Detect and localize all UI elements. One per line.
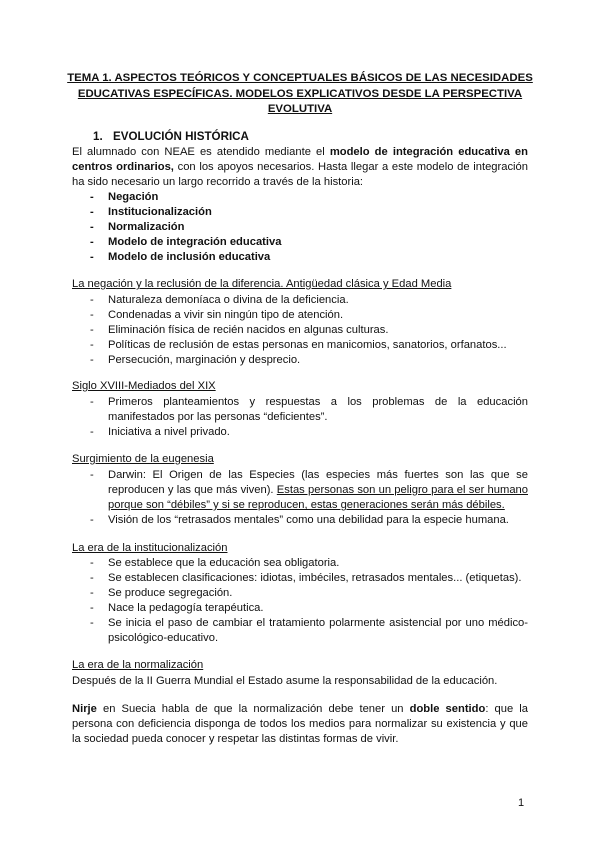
intro-text-1: El alumnado con NEAE es atendido mediante el — [72, 146, 330, 158]
list-item: - Modelo de inclusión educativa — [72, 250, 528, 265]
section-heading-text: EVOLUCIÓN HISTÓRICA — [113, 130, 249, 143]
list-item: - Normalización — [72, 220, 528, 235]
list-item: - Persecución, marginación y desprecio. — [72, 353, 528, 368]
normalizacion-paragraph: Después de la II Guerra Mundial el Estado asume la responsabilidad de la educación. — [72, 675, 498, 687]
eugenesia-list — [72, 468, 528, 528]
list-item: - Se inicia el paso de cambiar el tratamiento polarmente asistencial por uno médico-psicológico-educativo. — [72, 616, 528, 646]
section-number: 1. — [93, 130, 103, 143]
document-title: TEMA 1. ASPECTOS TEÓRICOS Y CONCEPTUALES BÁSICOS DE LAS NECESIDADES EDUCATIVAS ESPECÍFICAS. MODELOS EXPLICATIVOS DESDE LA PERSPECTIVA EVOLUTIVA — [67, 72, 533, 115]
list-item: - Primeros planteamientos y respuestas a los problemas de la educación manifestados por las personas “deficientes”. — [72, 395, 528, 425]
list-item — [72, 468, 528, 513]
eugenesia-underlined-text: Estas personas son un peligro para el ser humano porque son “débiles” y si se reproducen, estas generaciones serán más débiles. — [108, 484, 528, 511]
intro-text-2: con los apoyos necesarios. Hasta llegar a este modelo de integración ha sido necesario un largo recorrido a través de la historia: — [72, 161, 528, 188]
list-item: - Modelo de integración educativa — [72, 235, 528, 250]
list-item: - Políticas de reclusión de estas personas en manicomios, sanatorios, orfanatos... — [72, 338, 528, 353]
list-item: - Se produce segregación. — [72, 586, 528, 601]
list-item: - Iniciativa a nivel privado. — [72, 425, 528, 440]
subsection-title-negacion: La negación y la reclusión de la diferencia. Antigüedad clásica y Edad Media — [72, 278, 452, 290]
list-item: - Negación — [72, 190, 528, 205]
nirje-text-1: en Suecia habla de que la normalización debe tener un — [96, 703, 410, 715]
page-number: 1 — [518, 797, 525, 809]
siglo-xviii-list — [72, 395, 528, 440]
intro-paragraph — [72, 145, 528, 190]
institucionalizacion-list — [72, 556, 528, 646]
list-item: - Se establece que la educación sea obligatoria. — [72, 556, 528, 571]
nirje-text-2: : que la persona con deficiencia disponga de todos los medios para normalizar su existencia y que la sociedad pueda conocer y respetar las distintas formas de vivir. — [72, 703, 529, 745]
subsection-title-institucionalizacion: La era de la institucionalización — [72, 542, 228, 554]
list-item: - Visión de los “retrasados mentales” como una debilidad para la especie humana. — [72, 513, 528, 528]
list-item: - Condenadas a vivir sin ningún tipo de atención. — [72, 308, 528, 323]
doble-sentido-bold: doble sentido — [409, 703, 486, 715]
nirje-bold: Nirje — [72, 703, 97, 715]
list-item: - Eliminación física de recién nacidos en algunas culturas. — [72, 323, 528, 338]
subsection-title-normalizacion: La era de la normalización — [72, 659, 204, 671]
list-item: - Se establecen clasificaciones: idiotas, imbéciles, retrasados mentales... (etiquetas). — [72, 571, 528, 586]
nirje-paragraph — [72, 702, 528, 747]
models-list — [72, 190, 528, 265]
list-item: - Naturaleza demoníaca o divina de la deficiencia. — [72, 293, 528, 308]
eugenesia-text: Darwin: El Origen de las Especies (las especies más fuertes son las que se reproducen y las que más viven). — [108, 469, 528, 496]
subsection-title-siglo-xviii: Siglo XVIII-Mediados del XIX — [72, 380, 216, 392]
intro-bold: modelo de integración educativa en centros ordinarios, — [72, 146, 528, 173]
negacion-list — [72, 293, 528, 368]
section-heading — [93, 130, 249, 143]
list-item: - Institucionalización — [72, 205, 528, 220]
subsection-title-eugenesia: Surgimiento de la eugenesia — [72, 453, 214, 465]
list-item: - Nace la pedagogía terapéutica. — [72, 601, 528, 616]
